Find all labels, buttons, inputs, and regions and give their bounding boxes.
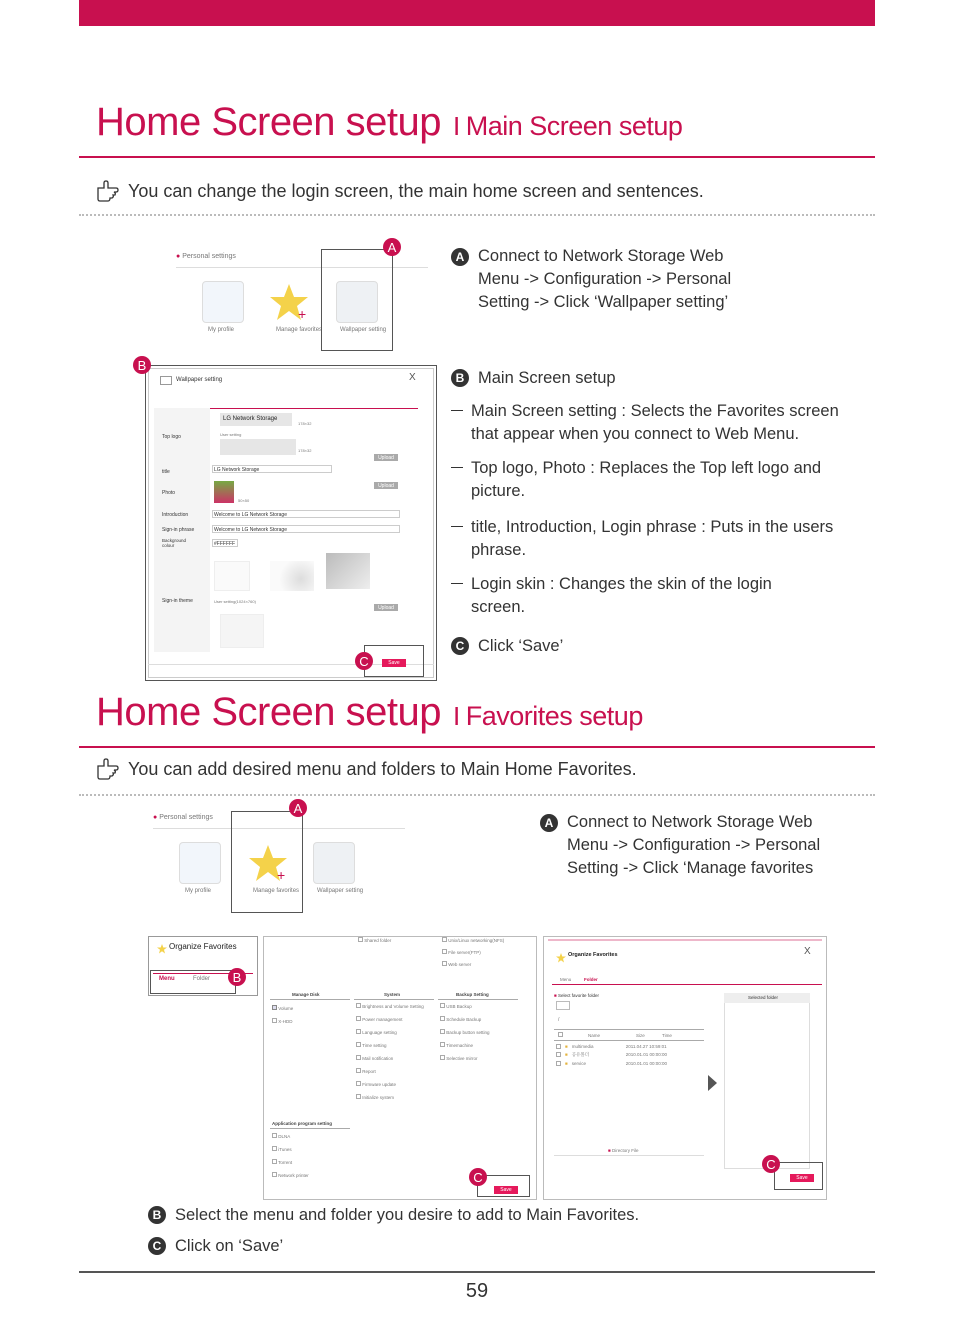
col-system: System — [384, 992, 401, 997]
list-item[interactable]: ■ service 2010.01.01 00:00:00 — [556, 1061, 667, 1066]
section1-divider — [79, 214, 875, 216]
menu-item[interactable]: DLNA — [278, 1134, 291, 1139]
section2-intro: You can add desired menu and folders to Main Home Favorites. — [96, 758, 637, 780]
app-list — [272, 1133, 309, 1178]
col-size: Size — [636, 1033, 645, 1038]
badge-c-2: C — [469, 1168, 487, 1186]
close-icon[interactable]: X — [409, 372, 416, 383]
star-icon[interactable] — [268, 281, 310, 323]
highlight-a-frame-2 — [231, 811, 303, 913]
monitor-icon[interactable] — [313, 842, 355, 884]
menu-item[interactable]: iTunes — [278, 1147, 292, 1152]
note2-badge-c: C — [148, 1237, 166, 1255]
menu-item[interactable]: Unix/Linux networking(NFS) — [448, 938, 505, 943]
title-input[interactable]: LG Network Storage — [214, 467, 260, 473]
pointing-hand-icon — [96, 758, 120, 780]
page-number: 59 — [465, 1280, 489, 1302]
header-bar — [79, 0, 875, 26]
section1-intro: You can change the login screen, the main home screen and sentences. — [96, 180, 704, 202]
row-title: title — [162, 469, 170, 475]
section2-divider — [79, 794, 875, 796]
user-setting-label-2: User setting(1024×760) — [214, 599, 256, 604]
save-button-1[interactable]: Save — [382, 659, 406, 667]
star-icon — [556, 950, 566, 960]
row-photo: Photo — [162, 490, 176, 496]
close-icon[interactable]: X — [804, 946, 811, 957]
menu-item[interactable]: Network printer — [278, 1173, 309, 1178]
badge-a-2: A — [289, 799, 307, 817]
menu-item[interactable]: Power management — [362, 1017, 403, 1022]
my-profile-icon[interactable] — [202, 281, 244, 323]
svg-text:+: + — [277, 867, 286, 883]
backup-list — [440, 1003, 490, 1061]
menu-item[interactable]: Mail notification — [362, 1056, 394, 1061]
legend: Directory File — [611, 1148, 639, 1153]
tab-menu[interactable]: Menu — [159, 976, 175, 982]
row-introduction: Introduction — [162, 512, 189, 518]
highlight-a-frame — [321, 249, 393, 351]
personal-settings-shot-2: ● Personal settings My profile + Manage favorites Wallpaper setting — [147, 806, 409, 916]
organize-title: Organize Favorites — [169, 942, 237, 951]
note2-badge-b: B — [148, 1206, 166, 1224]
wallpaper-title: Wallpaper setting — [176, 377, 223, 383]
size-label-3: 50×50 — [238, 498, 250, 503]
col-application: Application program setting — [272, 1121, 333, 1126]
path-label: / — [558, 1017, 560, 1023]
tab-menu-2[interactable]: Menu — [560, 977, 572, 982]
note2-c: Click on ‘Save’ — [175, 1237, 284, 1255]
section1-rule — [79, 156, 875, 158]
row-sign-in-phrase: Sign-in phrase — [162, 527, 195, 533]
my-profile-label: My profile — [185, 888, 212, 894]
note1-a: Connect to Network Storage Web Menu -> Configuration -> Personal Setting -> Click ‘Wallpaper setting’ — [478, 247, 732, 311]
badge-b: B — [133, 356, 151, 374]
col-backup-setting: Backup Setting — [456, 992, 489, 997]
pointing-hand-icon — [96, 180, 120, 202]
col-time: Time — [662, 1033, 672, 1038]
note2-b: Select the menu and folder you desire to add to Main Favorites. — [175, 1206, 640, 1224]
lg-logo-text: LG Network Storage — [223, 416, 278, 422]
upload-button-3[interactable]: Upload — [374, 604, 398, 611]
menu-item[interactable]: File server(FTP) — [448, 950, 481, 955]
sign-in-phrase-input[interactable]: Welcome to LG Network Storage — [214, 527, 287, 533]
notes2-a — [540, 811, 830, 880]
menu-item[interactable]: Web server — [448, 962, 472, 967]
user-setting-label: User setting — [220, 432, 242, 437]
row-sign-in-theme: Sign-in theme — [162, 598, 193, 604]
refresh-icon[interactable] — [556, 1001, 570, 1010]
badge-a: A — [383, 238, 401, 256]
select-folder-label: Select favorite folder — [557, 993, 600, 998]
notes2-c — [148, 1235, 283, 1258]
introduction-input[interactable]: Welcome to LG Network Storage — [214, 512, 287, 518]
col-name: Name — [588, 1033, 601, 1038]
manage-favorites-label: Manage favorites — [276, 327, 323, 333]
tab-folder[interactable]: Folder — [193, 976, 211, 982]
size-label-1: 178×32 — [298, 421, 312, 426]
menu-item[interactable]: Language setting — [362, 1030, 397, 1035]
section2-rule — [79, 746, 875, 748]
wallpaper-setting-label: Wallpaper setting — [340, 327, 387, 333]
row-top-logo: Top logo — [162, 434, 181, 440]
badge-b-2: B — [228, 968, 246, 986]
menu-item[interactable]: Backup button setting — [446, 1030, 490, 1035]
tab-folder-2[interactable]: Folder — [584, 977, 598, 982]
note1-b-item: title, Introduction, Login phrase : Puts in the users phrase. — [471, 518, 834, 559]
organize-title-2: Organize Favorites — [568, 952, 618, 958]
wallpaper-setting-label: Wallpaper setting — [317, 888, 364, 894]
menu-item[interactable]: X-HDD — [278, 1019, 293, 1024]
menu-item[interactable]: Shared folder — [364, 938, 392, 943]
menu-list-shot — [263, 936, 537, 1200]
note-badge-a: A — [451, 248, 469, 266]
folder-shot: Organize Favorites X Menu Folder ■ Select favorite folder / Name Size Time ■ multimedia 2011.04.27 10:59:01 ■ 공유폴더 2010.01.01 00:00:00 ■ service 2010.01.01 00:00:00 ■ Directory File Selected folder Save — [543, 936, 827, 1200]
menu-item[interactable]: Time setting — [362, 1043, 387, 1048]
my-profile-label: My profile — [208, 327, 235, 333]
note2-badge-a: A — [540, 814, 558, 832]
photo-thumbnail — [214, 481, 234, 503]
highlight-b-frame — [150, 970, 236, 994]
save-button-3[interactable]: Save — [790, 1174, 814, 1182]
notes2-b — [148, 1204, 639, 1227]
list-item[interactable]: ■ multimedia 2011.04.27 10:59:01 — [556, 1044, 667, 1049]
footer-rule — [79, 1271, 875, 1273]
personal-settings-shot: ● Personal settings My profile + Manage favorites Wallpaper setting — [170, 245, 432, 355]
note-badge-b: B — [451, 369, 469, 387]
notes1 — [451, 245, 851, 658]
note1-b-item: Login skin : Changes the skin of the login screen. — [471, 575, 772, 616]
selected-folder-label: Selected folder — [748, 995, 779, 1000]
menu-item[interactable]: Timemachine — [446, 1043, 474, 1048]
manage-favorites-label: Manage favorites — [253, 888, 300, 894]
menu-item[interactable]: Brightness and Volume Setting — [362, 1004, 424, 1009]
col-manage-disk: Manage Disk — [292, 992, 320, 997]
section1-title: Home Screen setup I Main Screen setup — [96, 100, 683, 144]
note1-b: Main Screen setup — [478, 369, 616, 387]
note2-a: Connect to Network Storage Web Menu -> Configuration -> Personal Setting -> Click ‘Manage favorites — [567, 813, 821, 877]
badge-c: C — [355, 652, 373, 670]
note1-c: Click ‘Save’ — [478, 637, 564, 655]
my-profile-icon[interactable] — [179, 842, 221, 884]
wallpaper-setting-shot — [145, 365, 437, 681]
section2-title: Home Screen setup I Favorites setup — [96, 690, 643, 734]
menu-item[interactable]: Initialize system — [362, 1095, 395, 1100]
note-badge-c: C — [451, 637, 469, 655]
menu-item[interactable]: Selective mirror — [446, 1056, 478, 1061]
menu-item[interactable]: Report — [362, 1069, 376, 1074]
list-item[interactable]: ■ 공유폴더 2010.01.01 00:00:00 — [556, 1052, 667, 1058]
note1-b-item: Top logo, Photo : Replaces the Top left logo and picture. — [471, 459, 822, 500]
highlight-c-frame-3 — [774, 1162, 823, 1190]
menu-item[interactable]: Firmware update — [362, 1082, 397, 1087]
system-list — [356, 1003, 424, 1100]
upload-button-1[interactable]: Upload — [374, 454, 398, 461]
row-background-colour: Background colour — [162, 538, 187, 548]
menu-item[interactable]: Volume — [278, 1006, 294, 1011]
star-icon — [157, 941, 167, 951]
menu-item[interactable]: Schedule Backup — [446, 1017, 482, 1022]
highlight-c-frame — [364, 645, 424, 677]
menu-item[interactable]: USB Backup — [446, 1004, 472, 1009]
file-list — [556, 1044, 667, 1066]
badge-c-3: C — [762, 1155, 780, 1173]
menu-item[interactable]: Torrent — [278, 1160, 293, 1165]
wallpaper-icon — [160, 376, 172, 385]
note1-b-item: Main Screen setting : Selects the Favorites screen that appear when you connect to Web Menu. — [471, 402, 839, 443]
colour-input[interactable]: #FFFFFF — [214, 541, 236, 547]
save-button-2[interactable]: Save — [494, 1186, 518, 1194]
svg-text:+: + — [298, 306, 307, 322]
upload-button-2[interactable]: Upload — [374, 482, 398, 489]
size-label-2: 178×32 — [298, 448, 312, 453]
arrow-right-icon[interactable] — [708, 1075, 717, 1091]
